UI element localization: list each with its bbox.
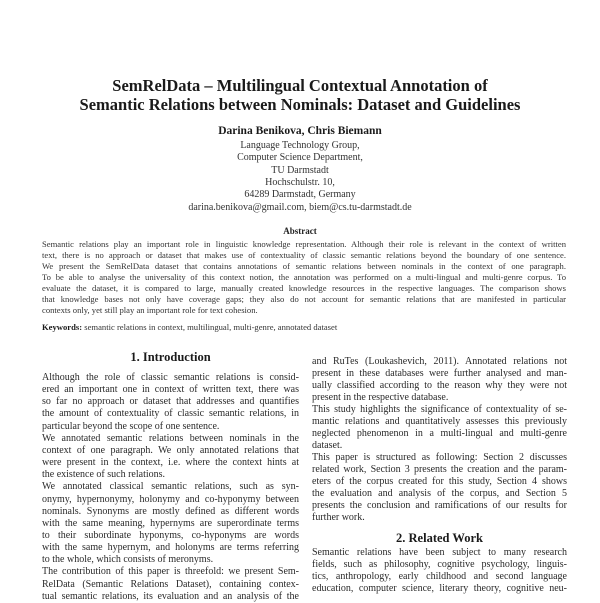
body-text-line: the evaluation and analysis of the corpus, and Section 5	[312, 488, 567, 499]
abstract-line: To be able to analyse the universality of this context notion, the annotation was performed on a multi-lingual and multi-genre corpus. To	[42, 272, 566, 282]
affiliation-line: Hochschulstr. 10,	[265, 176, 335, 188]
body-text-line: present in these databases were further analysed and man-	[312, 368, 567, 379]
body-text-line: further work.	[312, 512, 365, 523]
body-text-line: Although the role of classic semantic relations is consid-	[42, 372, 299, 383]
section-heading-introduction: 1. Introduction	[130, 350, 211, 364]
body-text-line: ered an important one in context of written text, there was	[42, 384, 299, 396]
body-text-line: mantic relations and quantitatively assesses this previously	[312, 416, 567, 427]
body-text-line: with the same meaning, hypernyms are superordinate terms	[42, 517, 299, 529]
affiliation-line: 64289 Darmstadt, Germany	[244, 189, 356, 201]
body-text-line: onymy, hypernonymy, holonymy and co-hyponymy between	[42, 493, 299, 505]
body-text-line: The contribution of this paper is threefold: we present Sem-	[42, 566, 299, 578]
paper-title-line-1: SemRelData – Multilingual Contextual Annotation of	[112, 76, 488, 95]
body-text-line: This study highlights the significance of contextuality of se-	[312, 404, 567, 415]
affiliation-line: TU Darmstadt	[271, 164, 329, 176]
body-text-line: present in the respective database.	[312, 392, 449, 403]
body-text-line: Semantic relations have been subject to many research	[312, 547, 567, 558]
affiliation-line: darina.benikova@gmail.com, biem@cs.tu-darmstadt.de	[188, 201, 412, 213]
abstract-line: that knowledge bases not only have coverage gaps; they also do not account for semantic relations that are manifested in particular	[42, 294, 566, 304]
affiliation-line: Language Technology Group,	[240, 140, 360, 151]
keywords-text: semantic relations in context, multilingual, multi-genre, annotated dataset	[82, 322, 338, 332]
abstract-heading: Abstract	[283, 226, 317, 236]
body-text-line: ually classified according to the reason why they were not	[312, 380, 567, 391]
body-text-line: to their subordinate hyponyms, co-hyponyms are words	[42, 529, 299, 541]
body-text-line: nominals. Synonyms are mostly defined as different words	[42, 505, 299, 517]
body-text-line: We annotated classical semantic relations, such as syn-	[42, 481, 299, 493]
abstract-line: evaluate the dataset, it is compared to large, manually created knowledge resources in the respective languages. The comparison shows	[42, 283, 566, 293]
body-text-line: This paper is structured as following: Section 2 discusses	[312, 452, 567, 463]
body-text-line: tual semantic relations, its evaluation and an analysis of the	[42, 590, 299, 602]
body-text-line: context of one paragraph. We only annotated relations that	[42, 444, 299, 456]
section-heading-related-work: 2. Related Work	[396, 531, 483, 545]
body-text-line: eters of the corpus created for this study, Section 4 shows	[312, 476, 567, 487]
body-text-line: fields, such as philosophy, cognitive psychology, linguis-	[312, 559, 567, 570]
body-text-line: presents the conclusion and ramifications of our results for	[312, 500, 567, 511]
body-text-line: related work, Section 3 presents the creation and the param-	[312, 464, 567, 475]
body-text-line: so far no approach or dataset that addresses and quantifies	[42, 396, 299, 408]
body-text-line: dataset.	[312, 440, 343, 451]
body-text-line: education, computer science, literary theory, cognitive neu-	[312, 583, 567, 594]
abstract-line: text, there is no approach or dataset that makes use of contextuality of classic semantic relations beyond the boundary of one sentence.	[42, 250, 566, 260]
body-text-line: particular beyond the scope of one sentence.	[42, 420, 220, 432]
body-text-line: were present in the context, i.e. where the context hints at	[42, 457, 299, 469]
affiliation-line: Computer Science Department,	[237, 152, 363, 164]
body-text-line: tics, anthropology, early childhood and second language	[312, 571, 567, 582]
body-text-line: to the whole, which consists of meronyms.	[42, 554, 214, 566]
body-text-line: and RuTes (Loukashevich, 2011). Annotated relations not	[312, 356, 567, 367]
keywords-label: Keywords:	[42, 322, 83, 332]
body-text-line: RelData (Semantic Relations Dataset), containing contex-	[42, 578, 299, 590]
authors: Darina Benikova, Chris Biemann	[218, 125, 382, 137]
abstract-line: contexts only, yet still play an important role for text cohesion.	[42, 305, 258, 315]
body-text-line: the amount of contextuality of classic semantic relations, in	[42, 408, 299, 420]
abstract-line: We present the SemRelData dataset that contains annotations of semantic relations between nominals in the context of one paragraph.	[42, 261, 566, 271]
body-text-line: neglected phenomenon in a multi-lingual and multi-genre	[312, 428, 567, 439]
body-text-line: We annotated semantic relations between nominals in the	[42, 432, 299, 444]
body-text-line: with the same hypernym, and holonyms are terms referring	[42, 542, 299, 554]
keywords	[42, 322, 337, 332]
body-text-line: the existence of such relations.	[42, 469, 166, 481]
paper-title-line-2: Semantic Relations between Nominals: Dataset and Guidelines	[79, 95, 521, 114]
abstract-line: Semantic relations play an important role in linguistic knowledge representation. Although their role is relevant in the context of written	[42, 239, 566, 249]
